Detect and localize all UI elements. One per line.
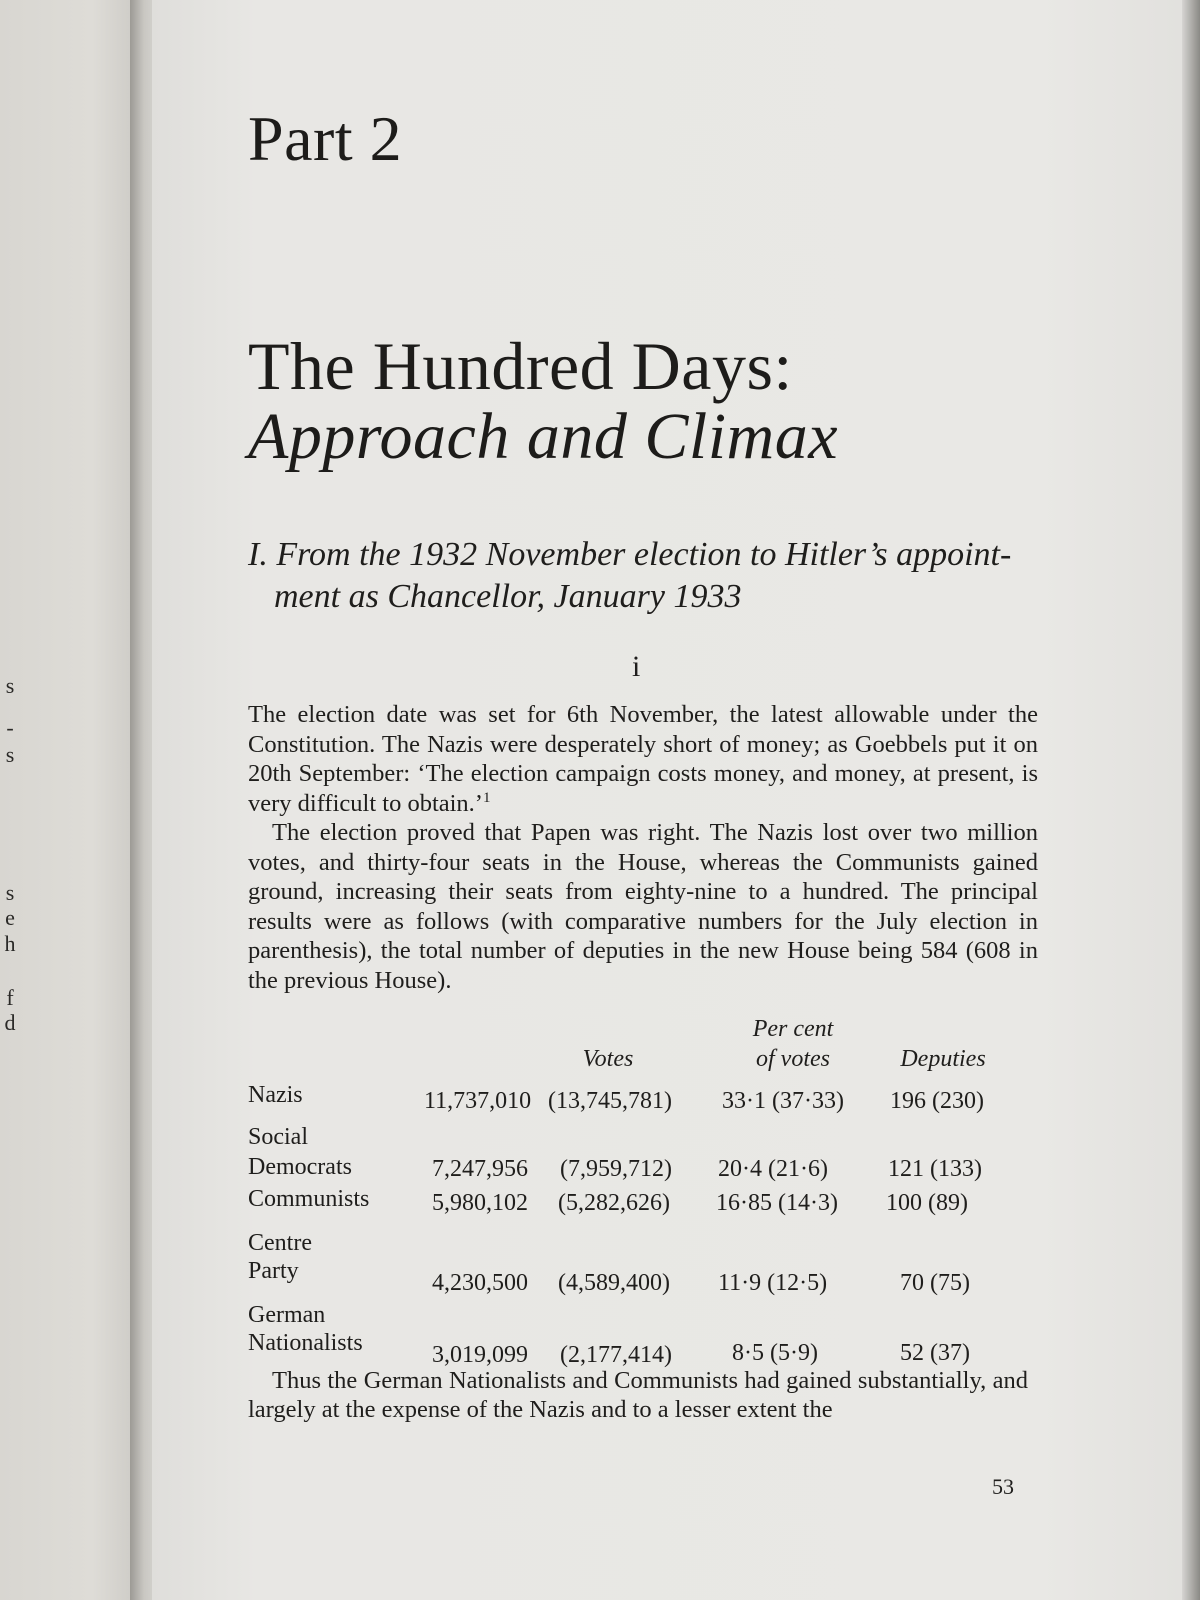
party-name-cont: Party bbox=[248, 1258, 299, 1284]
left-page-fragment: - bbox=[6, 715, 14, 740]
deputies-value: 121 (133) bbox=[888, 1156, 982, 1182]
paragraph: The election proved that Papen was right. The Nazis lost over two million votes, and thirty-four seats in the House, whereas the Communists gained ground, increasing their seats from eighty-nine to a hundred. The principal results were as follows (with comparative numbers for the July election in parenthesis), the total number of deputies in the new House being 584 (608 in the previous House). bbox=[248, 819, 1038, 994]
left-page-fragment: d bbox=[4, 1010, 16, 1035]
book-page bbox=[152, 0, 1200, 1600]
left-page-fragment: f bbox=[6, 985, 14, 1010]
votes-previous: (5,282,626) bbox=[558, 1190, 670, 1216]
part-title: Part 2 bbox=[248, 103, 403, 174]
table-row bbox=[248, 1080, 1038, 1124]
left-page-fragment: s bbox=[5, 742, 15, 767]
left-facing-page bbox=[0, 0, 132, 1600]
left-page-fragment: s bbox=[5, 673, 15, 698]
left-page-fragment: e bbox=[5, 905, 15, 930]
page-edge-shadow bbox=[1182, 0, 1200, 1600]
paragraph-text: The election date was set for 6th November, the latest allowable under the Constitution. The Nazis were desperately short of money; as Goebbels put it on 20th September: ‘The election campaign costs money, and money, at present, is very difficult to obtain.’ bbox=[248, 701, 1038, 817]
footnote-marker: 1 bbox=[482, 789, 491, 806]
deputies-value: 196 (230) bbox=[890, 1088, 984, 1114]
section-title bbox=[248, 534, 1068, 618]
body-text bbox=[248, 700, 1038, 995]
votes-previous: (13,745,781) bbox=[548, 1088, 672, 1114]
percent-value: 11·9 (12·5) bbox=[718, 1270, 828, 1296]
table-row bbox=[248, 1292, 1038, 1368]
section-title-line2: ment as Chancellor, January 1933 bbox=[274, 578, 742, 615]
votes-previous: (4,589,400) bbox=[558, 1270, 670, 1296]
table-row bbox=[248, 1184, 1038, 1222]
party-name-cont: Nationalists bbox=[248, 1330, 363, 1356]
votes-value: 4,230,500 bbox=[432, 1270, 528, 1296]
header-per-cent: Per cent bbox=[752, 1016, 834, 1042]
votes-value: 7,247,956 bbox=[432, 1156, 528, 1182]
deputies-value: 52 (37) bbox=[900, 1340, 970, 1366]
votes-previous: (7,959,712) bbox=[560, 1156, 672, 1182]
left-page-fragment: h bbox=[4, 931, 16, 956]
table-header bbox=[248, 1014, 1038, 1080]
votes-value: 3,019,099 bbox=[432, 1342, 528, 1368]
table-row bbox=[248, 1222, 1038, 1296]
table-row bbox=[248, 1124, 1038, 1184]
left-page-fragment: s bbox=[5, 880, 15, 905]
section-title-line1: I. From the 1932 November election to Hitler’s appoint- bbox=[248, 536, 1012, 573]
party-name-cont: Democrats bbox=[248, 1154, 352, 1180]
votes-value: 11,737,010 bbox=[424, 1088, 532, 1114]
percent-value: 33·1 (37·33) bbox=[722, 1088, 844, 1114]
chapter-title bbox=[248, 328, 838, 473]
chapter-title-main: The Hundred Days: bbox=[248, 328, 793, 404]
percent-value: 16·85 (14·3) bbox=[716, 1190, 838, 1216]
votes-value: 5,980,102 bbox=[432, 1190, 528, 1216]
deputies-value: 100 (89) bbox=[886, 1190, 968, 1216]
paragraph bbox=[248, 700, 1038, 818]
page-number: 53 bbox=[992, 1474, 1014, 1499]
header-deputies: Deputies bbox=[900, 1046, 986, 1072]
party-name: Communists bbox=[248, 1186, 370, 1212]
party-name: Social bbox=[248, 1124, 308, 1150]
header-of-votes: of votes bbox=[756, 1046, 830, 1072]
deputies-value: 70 (75) bbox=[900, 1270, 970, 1296]
percent-value: 20·4 (21·6) bbox=[718, 1156, 828, 1182]
party-name: German bbox=[248, 1302, 326, 1328]
paragraph: Thus the German Nationalists and Communists had gained substantially, and largely at the expense of the Nazis and to a lesser extent the bbox=[248, 1367, 1028, 1423]
votes-previous: (2,177,414) bbox=[560, 1342, 672, 1368]
party-name: Centre bbox=[248, 1230, 312, 1256]
header-votes: Votes bbox=[582, 1046, 634, 1072]
party-name: Nazis bbox=[248, 1082, 303, 1108]
election-results-table bbox=[248, 1014, 1038, 1368]
subsection-numeral: i bbox=[632, 650, 641, 683]
percent-value: 8·5 (5·9) bbox=[732, 1340, 818, 1366]
chapter-title-subtitle: Approach and Climax bbox=[248, 400, 838, 473]
